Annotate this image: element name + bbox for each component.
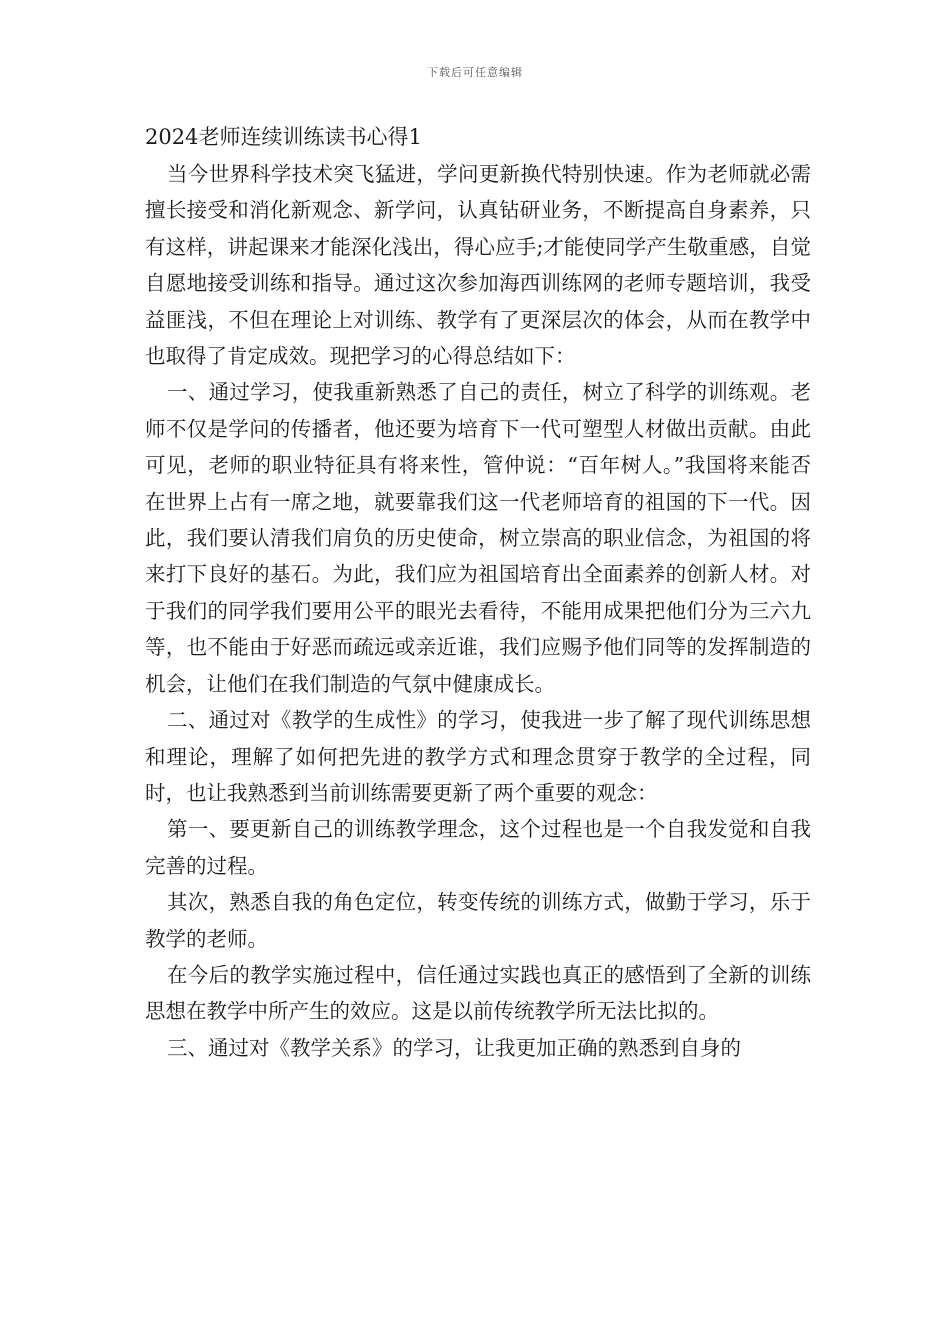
paragraph-first-point: 第一、要更新自己的训练教学理念，这个过程也是一个自我发觉和自我完善的过程。 <box>145 817 811 878</box>
document-title: 2024老师连续训练读书心得1 <box>145 125 422 149</box>
page-header: 下载后可任意编辑 <box>427 66 523 79</box>
paragraph-section-three: 三、通过对《教学关系》的学习，让我更加正确的熟悉到自身的 <box>167 1035 741 1060</box>
paragraph-second-point: 其次，熟悉自我的角色定位，转变传统的训练方式，做勤于学习，乐于教学的老师。 <box>145 890 811 951</box>
paragraph-section-one: 一、通过学习，使我重新熟悉了自己的责任，树立了科学的训练观。老师不仅是学问的传播者，他还要为培育下一代可塑型人材做出贡献。由此可见，老师的职业特征具有将来性，管仲说：“百年树人。”我国将来能否在世界上占有一席之地，就要靠我们这一代老师培育的祖国的下一代。因此，我们要认清我们肩负的历史使命，树立崇高的职业信念，为祖国的将来打下良好的基石。为此，我们应为祖国培育出全面素养的创新人材。对于我们的同学我们要用公平的眼光去看待，不能用成果把他们分为三六九等，也不能由于好恶而疏远或亲近谁，我们应赐予他们同等的发挥制造的机会，让他们在我们制造的气氛中健康成长。 <box>145 380 811 696</box>
paragraph-practice: 在今后的教学实施过程中，信任通过实践也真正的感悟到了全新的训练思想在教学中所产生的效应。这是以前传统教学所无法比拟的。 <box>145 962 811 1024</box>
document-body <box>145 118 811 1066</box>
paragraph-section-two: 二、通过对《教学的生成性》的学习，使我进一步了解了现代训练思想和理论，理解了如何把先进的教学方式和理念贯穿于教学的全过程，同时，也让我熟悉到当前训练需要更新了两个重要的观念： <box>145 708 811 805</box>
paragraph-intro: 当今世界科学技术突飞猛进，学问更新换代特别快速。作为老师就必需擅长接受和消化新观念、新学问，认真钻研业务，不断提高自身素养，只有这样，讲起课来才能深化浅出，得心应手;才能使同学产生敬重感，自觉自愿地接受训练和指导。通过这次参加海西训练网的老师专题培训，我受益匪浅，不但在理论上对训练、教学有了更深层次的体会，从而在教学中也取得了肯定成效。现把学习的心得总结如下： <box>145 162 811 369</box>
